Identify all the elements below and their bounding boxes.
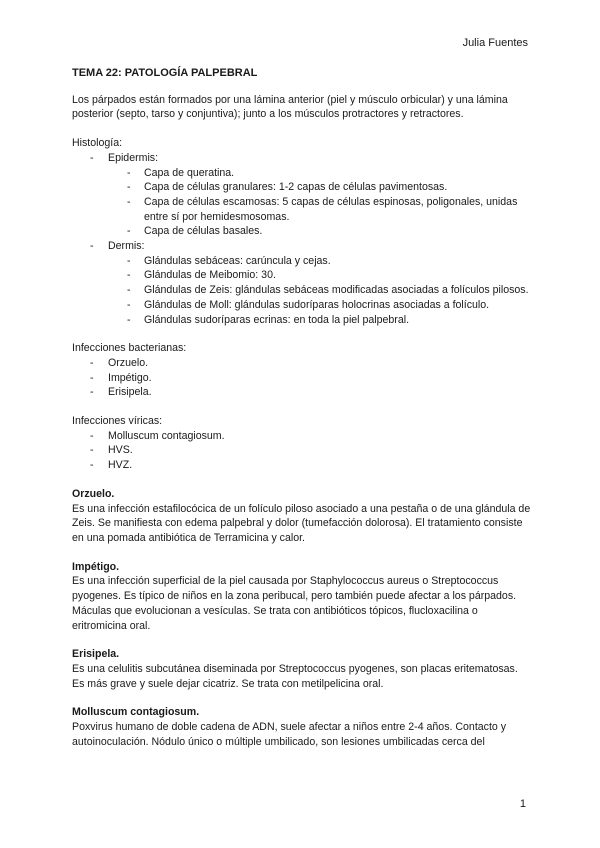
- document-title: TEMA 22: PATOLOGÍA PALPEBRAL: [72, 67, 258, 79]
- viral-list: [72, 429, 532, 473]
- dermis-sublist: [72, 254, 532, 328]
- list-item: - Glándulas de Zeis: glándulas sebáceas modificadas asociadas a folículos pilosos.: [72, 283, 532, 298]
- list-item: - Capa de células escamosas: 5 capas de células espinosas, poligonales, unidas entre sí por hemidesmosomas.: [72, 195, 532, 224]
- epidermis-label: Epidermis:: [108, 151, 159, 164]
- epidermis-sublist: [72, 166, 532, 240]
- list-item: [72, 239, 532, 327]
- section-text-orzuelo: Es una infección estafilocócica de un folículo piloso asociado a una pestaña o de una glándula de Zeis. Se manifiesta con edema palpebral y dolor (tumefacción dolorosa). El tratamiento consiste en una pomada antibiótica de Terramicina y calor.: [72, 502, 531, 544]
- list-item: - Glándulas de Meibomio: 30.: [72, 268, 532, 283]
- list-item: - Impétigo.: [72, 371, 532, 386]
- dermis-label: Dermis:: [108, 240, 145, 253]
- bacterial-list: [72, 356, 532, 400]
- section-heading-molluscum: Molluscum contagiosum.: [72, 706, 200, 719]
- bacterial-heading: Infecciones bacterianas:: [72, 342, 187, 355]
- list-item: [72, 151, 532, 239]
- section-heading-orzuelo: Orzuelo.: [72, 487, 115, 500]
- list-item: - Glándulas de Moll: glándulas sudoríparas holocrinas asociadas a folículo.: [72, 298, 532, 313]
- section-text-impetigo: Es una infección superficial de la piel causada por Staphylococcus aureus o Streptococcus pyogenes. Es típico de niños en la zona peribucal, pero también puede afectar a los párpados. Máculas que evolucionan a vesículas. Se trata con antibióticos tópicos, flucloxacilina o eritromicina oral.: [72, 575, 517, 632]
- author-name: Julia Fuentes: [462, 37, 528, 49]
- section-text-erisipela: Es una celulitis subcutánea diseminada por Streptococcus pyogenes, son placas eritematosas. Es más grave y suele dejar cicatriz. Se trata con metilpelicina oral.: [72, 662, 518, 690]
- section-heading-erisipela: Erisipela.: [72, 648, 120, 661]
- document-body: [72, 66, 532, 749]
- list-item: - Capa de células basales.: [72, 224, 532, 239]
- list-item: - HVZ.: [72, 458, 532, 473]
- list-item: - Orzuelo.: [72, 356, 532, 371]
- histology-list: [72, 151, 532, 327]
- list-item: - Glándulas sebáceas: carúncula y cejas.: [72, 254, 532, 269]
- list-item: - Glándulas sudoríparas ecrinas: en toda la piel palpebral.: [72, 313, 532, 328]
- list-item: - Capa de queratina.: [72, 166, 532, 181]
- viral-heading: Infecciones víricas:: [72, 415, 163, 428]
- section-heading-impetigo: Impétigo.: [72, 560, 120, 573]
- list-item: - Capa de células granulares: 1-2 capas de células pavimentosas.: [72, 180, 532, 195]
- list-item: - Molluscum contagiosum.: [72, 429, 532, 444]
- intro-paragraph: Los párpados están formados por una lámina anterior (piel y músculo orbicular) y una lámina posterior (septo, tarso y conjuntiva); junto a los músculos protractores y retractores.: [72, 93, 508, 121]
- page-number: 1: [519, 798, 526, 810]
- histology-heading: Histología:: [72, 137, 123, 150]
- section-text-molluscum: Poxvirus humano de doble cadena de ADN, suele afectar a niños entre 2-4 años. Contacto y autoinoculación. Nódulo único o múltiple umbilicado, son lesiones umbilicadas cerca del: [72, 721, 507, 748]
- list-item: - HVS.: [72, 443, 532, 458]
- list-item: - Erisipela.: [72, 385, 532, 400]
